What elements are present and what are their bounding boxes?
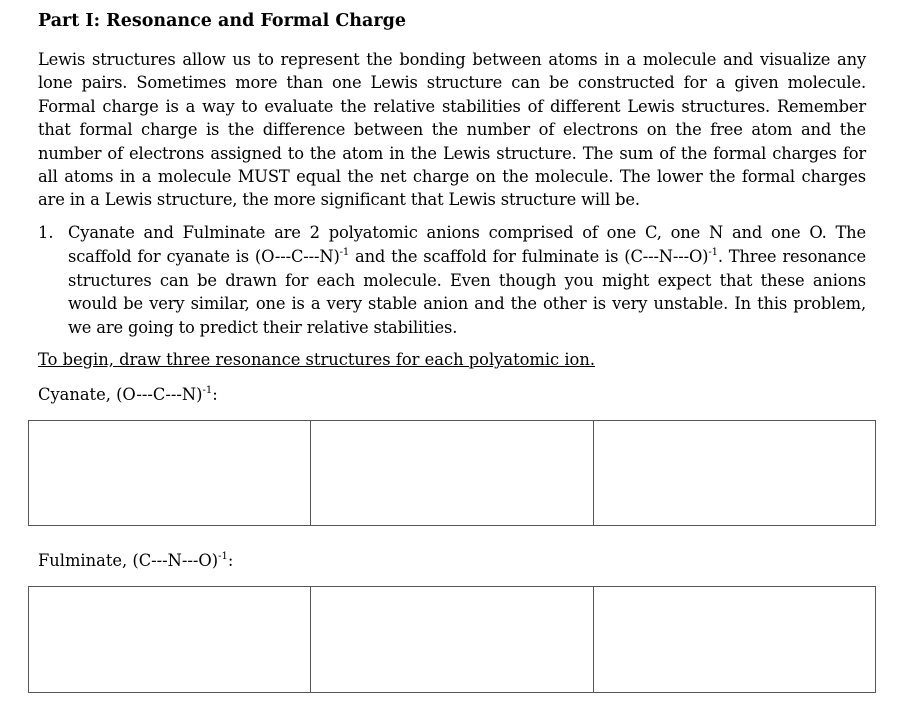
question-text-part-c: . Three resonance structures can be drawn for each molecule. Even though you might expect that these anions would be very similar, one is a very stable anion and the other is very unstable. In this problem, we are going to predict their relative stabilities. bbox=[68, 246, 866, 338]
cyanate-box-1[interactable] bbox=[29, 421, 311, 525]
fulminate-box-3[interactable] bbox=[594, 587, 875, 692]
fulminate-label-sup: -1 bbox=[218, 551, 228, 562]
cyanate-box-3[interactable] bbox=[594, 421, 875, 525]
cyanate-box-2[interactable] bbox=[311, 421, 593, 525]
cyanate-charge-sup: -1 bbox=[339, 246, 350, 258]
fulminate-label-text: Fulminate, (C---N---O) bbox=[38, 551, 219, 570]
question-1 bbox=[38, 221, 866, 340]
question-text-part-b: and the scaffold for fulminate is (C---N---O) bbox=[349, 246, 709, 266]
instruction-text: To begin, draw three resonance structures for each polyatomic ion. bbox=[38, 350, 596, 369]
question-text bbox=[68, 221, 866, 340]
fulminate-box-2[interactable] bbox=[311, 587, 593, 692]
fulminate-charge-sup: -1 bbox=[708, 246, 718, 258]
question-text-part-a: Cyanate and Fulminate are 2 polyatomic anions comprised of one C, one N and one O. The scaffold for cyanate is (O---C---N) bbox=[68, 223, 866, 266]
fulminate-box-1[interactable] bbox=[29, 587, 311, 692]
section-heading: Part I: Resonance and Formal Charge bbox=[38, 11, 406, 31]
fulminate-drawing-boxes bbox=[28, 586, 876, 693]
cyanate-label-sup: -1 bbox=[202, 385, 213, 396]
cyanate-drawing-boxes bbox=[28, 420, 876, 526]
question-number: 1. bbox=[38, 223, 54, 242]
fulminate-label-colon: : bbox=[227, 551, 234, 570]
fulminate-label bbox=[38, 551, 233, 570]
cyanate-label-colon: : bbox=[212, 385, 218, 404]
cyanate-label-text: Cyanate, (O---C---N) bbox=[38, 385, 203, 404]
cyanate-label bbox=[38, 385, 218, 404]
intro-paragraph: Lewis structures allow us to represent the bonding between atoms in a molecule and visualize any lone pairs. Sometimes more than one Lewis structure can be constructed for a given molecule. Formal charge is a way to evaluate the relative stabilities of different Lewis structures. Remember that formal charge is the difference between the number of electrons on the free atom and the number of electrons assigned to the atom in the Lewis structure. The sum of the formal charges for all atoms in a molecule MUST equal the net charge on the molecule. The lower the formal charges are in a Lewis structure, the more significant that Lewis structure will be. bbox=[38, 50, 866, 210]
